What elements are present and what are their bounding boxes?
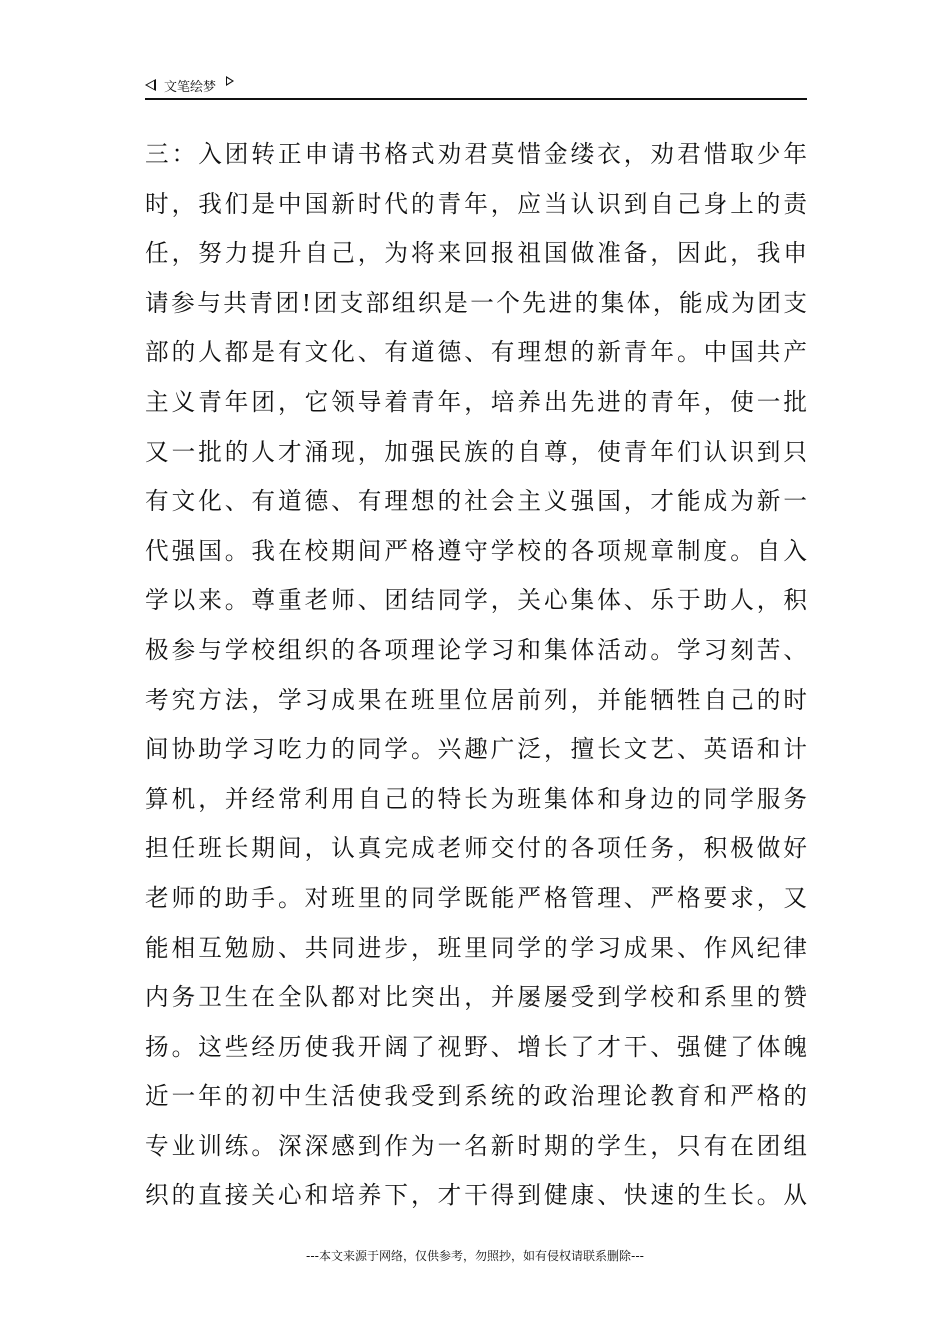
text-line: 主义青年团，它领导着青年，培养出先进的青年，使一批	[145, 387, 807, 416]
text-line: 近一年的初中生活使我受到系统的政治理论教育和严格的	[145, 1082, 807, 1111]
text-line: 极参与学校组织的各项理论学习和集体活动。学习刻苦、	[145, 635, 807, 664]
triangle-right-icon	[226, 76, 234, 86]
source-disclaimer: ---本文来源于网络，仅供参考，勿照抄，如有侵权请联系删除---	[306, 1249, 644, 1263]
text-line: 时，我们是中国新时代的青年，应当认识到自己身上的责	[145, 189, 807, 218]
text-line: 学以来。尊重老师、团结同学，关心集体、乐于助人，积	[145, 586, 807, 615]
text-line: 代强国。我在校期间严格遵守学校的各项规章制度。自入	[145, 536, 807, 565]
text-line: 任，努力提升自己，为将来回报祖国做准备，因此，我申	[145, 239, 807, 268]
text-line: 扬。这些经历使我开阔了视野、增长了才干、强健了体魄	[145, 1032, 807, 1061]
text-line: 请参与共青团!团支部组织是一个先进的集体，能成为团支	[145, 288, 807, 317]
text-line: 间协助学习吃力的同学。兴趣广泛，擅长文艺、英语和计	[145, 735, 807, 764]
triangle-left-icon	[145, 79, 156, 91]
text-line: 部的人都是有文化、有道德、有理想的新青年。中国共产	[145, 338, 807, 367]
text-line: 内务卫生在全队都对比突出，并屡屡受到学校和系里的赞	[145, 983, 807, 1012]
text-line: 三：入团转正申请书格式劝君莫惜金缕衣，劝君惜取少年	[145, 140, 807, 168]
text-line: 算机，并经常利用自己的特长为班集体和身边的同学服务	[145, 784, 807, 813]
text-line: 担任班长期间，认真完成老师交付的各项任务，积极做好	[145, 834, 807, 863]
text-line: 有文化、有道德、有理想的社会主义强国，才能成为新一	[145, 487, 807, 516]
text-line: 织的直接关心和培养下，才干得到健康、快速的生长。从	[145, 1181, 807, 1210]
text-line: 考究方法，学习成果在班里位居前列，并能牺牲自己的时	[145, 685, 807, 714]
text-line: 又一批的人才涌现，加强民族的自尊，使青年们认识到只	[145, 437, 807, 466]
header-title: 文笔绘梦	[164, 79, 217, 95]
text-line: 能相互勉励、共同进步，班里同学的学习成果、作风纪律	[145, 933, 807, 962]
page-header	[145, 72, 807, 100]
text-line: 专业训练。深深感到作为一名新时期的学生，只有在团组	[145, 1131, 807, 1160]
text-line: 老师的助手。对班里的同学既能严格管理、严格要求，又	[145, 883, 807, 912]
document-body	[145, 130, 807, 1221]
